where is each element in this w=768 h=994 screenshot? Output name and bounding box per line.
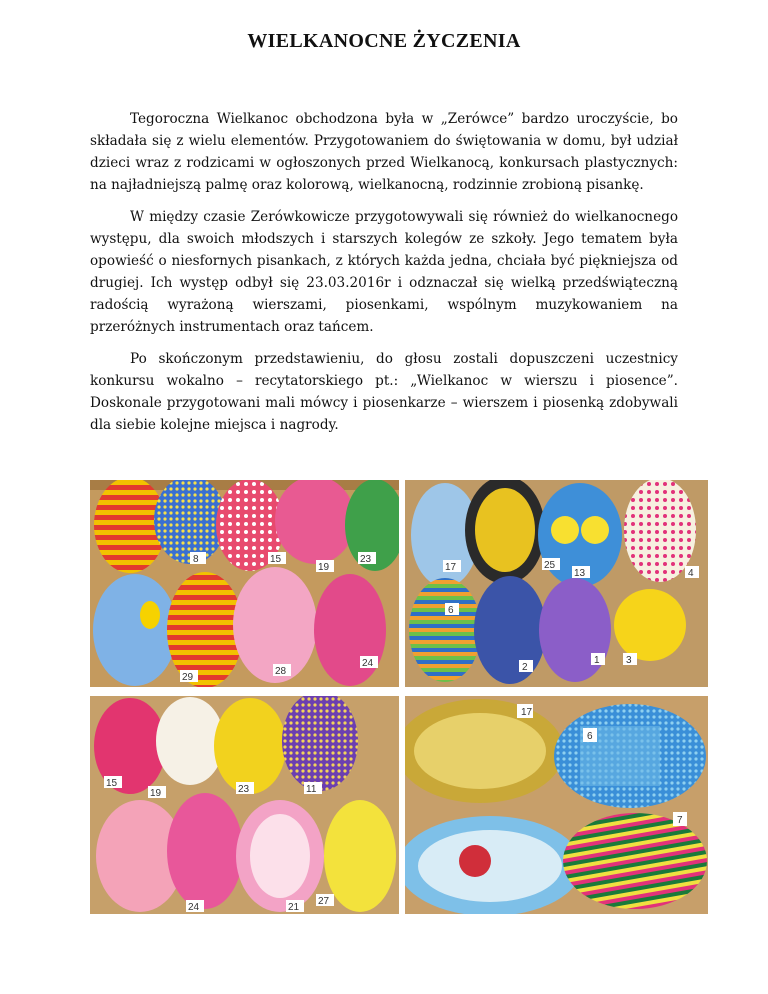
photo-2-label-8: 3 [626,655,632,666]
photo-1-label-3: 23 [360,554,372,565]
photo-3-label-6: 21 [288,902,300,913]
photo-4-label-2: 6 [587,731,593,742]
photo-2-label-6: 2 [522,662,528,673]
photo-2-label-1: 17 [445,562,457,573]
photo-2-label-7: 1 [594,655,600,666]
photo-3-label-5: 24 [188,902,200,913]
photo-2-label-5: 6 [448,605,454,616]
photo-2-label-3: 13 [574,568,586,579]
photo-3-label-2: 19 [150,788,162,799]
photo-1-label-2: 15 [270,554,282,565]
photo-4-label-3: 7 [677,815,683,826]
article-body [90,108,678,446]
photo-1-label-4: 19 [318,562,330,573]
photo-easter-eggs-1 [90,480,399,687]
paragraph-3: Po skończonym przedstawieniu, do głosu zostali dopuszczeni uczestnicy konkursu wokalno – recytatorskiego pt.: „Wielkanoc w wierszu i piosence”. Doskonale przygotowani mali mówcy i piosenkarze – wierszem i piosenką zdobywali dla siebie kolejne miejsca i nagrody. [90,351,678,433]
photo-4-label-1: 17 [521,707,533,718]
photo-easter-eggs-2 [405,480,708,687]
photo-1-label-6: 24 [362,658,374,669]
photo-3-label-7: 27 [318,896,330,907]
photo-easter-eggs-4 [405,696,708,914]
photo-3-label-4: 11 [306,784,317,795]
photo-3-label-1: 15 [106,778,118,789]
photo-1-label-7: 29 [182,672,194,683]
photo-3-label-3: 23 [238,784,250,795]
photo-1-label-1: 8 [193,554,199,565]
page-title: WIELKANOCNE ŻYCZENIA [247,30,521,52]
paragraph-1: Tegoroczna Wielkanoc obchodzona była w „Zerówce” bardzo uroczyście, bo składała się z wielu elementów. Przygotowaniem do świętowania w domu, był udział dzieci wraz z rodzicami w ogłoszonych przed Wielkanocą, konkursach plastycznych: na najładniejszą palmę oraz kolorową, wielkanocną, rodzinnie zrobioną pisankę. [90,111,678,193]
photo-2-label-4: 4 [688,568,694,579]
photo-1-label-5: 28 [275,666,287,677]
paragraph-2: W między czasie Zerówkowicze przygotowywali się również do wielkanocnego występu, dla swoich młodszych i starszych kolegów ze szkoły. Jego tematem była opowieść o niesfornych pisankach, z których każda jedna, chciała być piękniejsza od drugiej. Ich występ odbył się 23.03.2016r i odznaczał się wielką przedświąteczną radością wyrażoną wierszami, piosenkami, wspólnym muzykowaniem na przeróżnych instrumentach oraz tańcem. [90,209,678,335]
photo-2-label-2: 25 [544,560,556,571]
photo-easter-eggs-3 [90,696,399,914]
